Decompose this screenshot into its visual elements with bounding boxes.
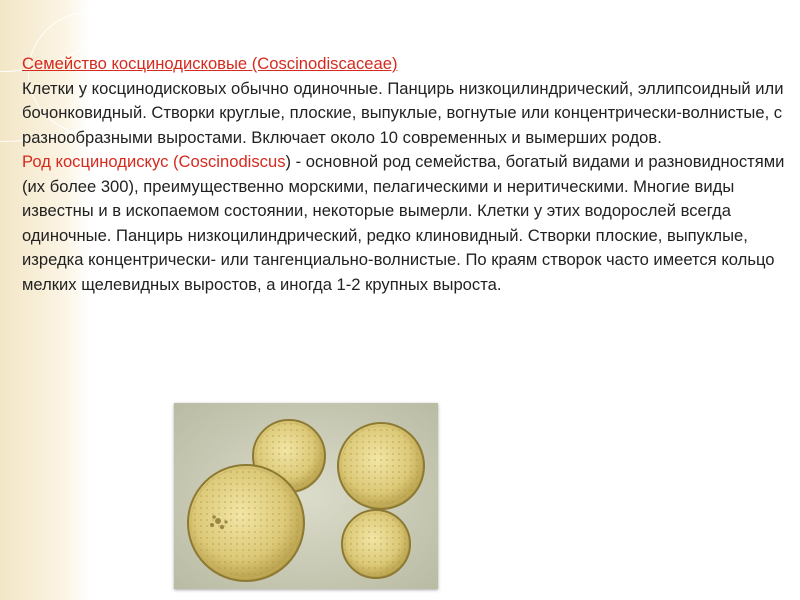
diatom-cell (188, 465, 304, 581)
genus-label: Род косцинодискус (Coscinodiscus (22, 152, 286, 171)
diatom-micrograph (174, 403, 438, 589)
family-title-link[interactable]: Семейство косцинодисковые (Coscinodiscaceae) (22, 54, 398, 73)
diatom-cell (338, 423, 424, 509)
diatom-micrograph-image (174, 403, 438, 589)
genus-description: ) - основной род семейства, богатый видами и разновидностями (их более 300), преимущественно морскими, пелагическими и неритическими. Многие виды известны и в ископаемом состоянии, некоторые вымерли. Клетки у этих водорослей всегда одиночные. Панцирь низкоцилиндрический, редко клиновидный. Створки плоские, выпуклые, изредка концентрически- или тангенциально-волнистые. По краям створок часто имеется кольцо мелких щелевидных выростов, а иногда 1-2 крупных выроста. (22, 152, 785, 294)
slide-text (22, 52, 790, 297)
genus-paragraph (22, 150, 790, 297)
family-title (22, 52, 790, 77)
family-description: Клетки у косцинодисковых обычно одиночные. Панцирь низкоцилиндрический, эллипсоидный или бочонковидный. Створки круглые, плоские, выпуклые, вогнутые или концентрически-волнистые, с разнообразными выростами. Включает около 10 современных и вымерших родов. (22, 78, 784, 147)
diatom-cell (342, 510, 410, 578)
